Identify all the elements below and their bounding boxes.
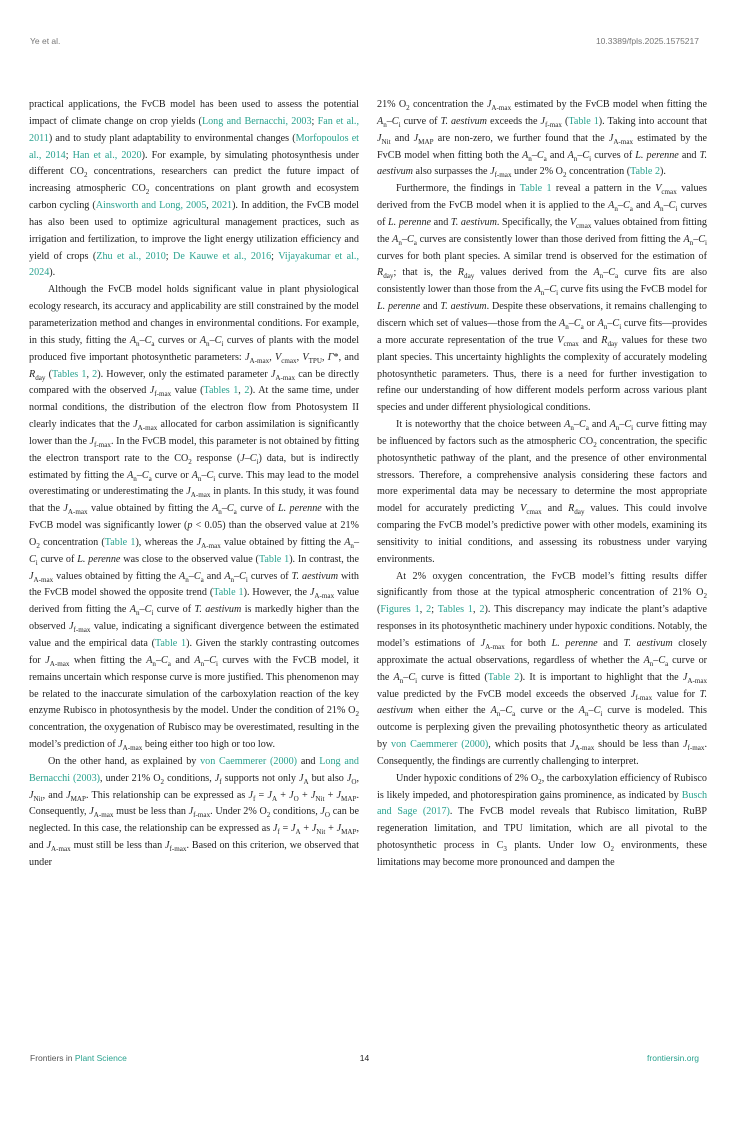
paragraph: Under hypoxic conditions of 2% $O_2$, the carboxylation efficiency of Rubisco is likely impeded, and photorespiration gains prominence, as indicated by Busch and Sage (2017). The FvCB model reveals that Rubisco limitation, RuBP regeneration limitation, and TPU limitation, which are all pivotal to the photosynthetic process in $C_3$ plants. Under low $O_2$ environments, these limitations may become more pronounced and dampen the [377, 772, 707, 868]
footer-site-link[interactable]: frontiersin.org [647, 1053, 699, 1063]
running-header-doi: 10.3389/fpls.2025.1575217 [595, 36, 699, 46]
right-column [377, 97, 707, 872]
paragraph: Although the FvCB model holds significant value in plant physiological ecology research, its accuracy and applicability are still constrained by the model parameterization method and changes in environmental conditions. For example, in this study, fitting the $A_n-C_a$ curves or $A_n-C_i$ curves of plants with the model produced five important photosynthetic parameters: $J_{A-max}$, $V_{cmax}$, $V_{TPU}$, Γ*, and $R_{day}$ (Tables 1, 2). However, only the estimated parameter $J_{A-max}$ can be directly compared with the observed $J_{f-max}$ value (Tables 1, 2). At the same time, under normal conditions, the distribution of the electron flow from Photosystem II clearly indicates that the $J_{A-max}$ allocated for carbon assimilation is significantly lower than the $J_{f-max}$. In the FvCB model, this parameter is not obtained by fitting the electron transport rate to the $CO_2$ response $(J-C_i)$ data, but is indirectly estimated by fitting the $A_n-C_a$ curve or $A_n-C_i$ curve. This may lead to the model overestimating or underestimating the $J_{A-max}$ in plants. In this study, it was found that the $J_{A-max}$ value obtained by fitting the $A_n-C_a$ curve of L. perenne with the FvCB model was significantly lower (p < 0.05) than the observed value at 21% $O_2$ concentration (Table 1), whereas the $J_{A-max}$ value obtained by fitting the $A_n-C_i$ curve of L. perenne was close to the observed value (Table 1). In contrast, the $J_{A-max}$ values obtained by fitting the $A_n-C_a$ and $A_n-C_i$ curves of T. aestivum with the FvCB model showed the opposite trend (Table 1). However, the $J_{A-max}$ value derived from fitting the $A_n-C_i$ curve of T. aestivum is markedly higher than the observed $J_{f-max}$ value, indicating a significant divergence between the estimated value and the empirical data (Table 1). Given the starkly contrasting outcomes for $J_{A-max}$ when fitting the $A_n-C_a$ and $A_n-C_i$ curves with the FvCB model, it remains uncertain which response curve is more justified. This phenomenon may be related to the inaccurate simulation of the carboxylation reaction of the key enzyme Rubisco in photosynthesis by the model. Under the condition of 21% $O_2$ concentration, the oxygenation of Rubisco may be overestimated, resulting in the model’s prediction of $J_{A-max}$ being either too high or too low. [29, 284, 360, 753]
paragraph: 21% $O_2$ concentration the $J_{A-max}$ estimated by the FvCB model when fitting the $A_n-C_i$ curve of T. aestivum exceeds the $J_{f-max}$ (Table 1). Taking into account that $J_{Nit}$ and $J_{MAP}$ are non-zero, we further found that the $J_{A-max}$ estimated by the FvCB model when fitting both the $A_n-C_a$ and $A_n-C_i$ curves of L. perenne and T. aestivum also surpasses the $J_{f-max}$ under 2% $O_2$ concentration (Table 2). [377, 99, 708, 180]
page-number: 14 [359, 1053, 370, 1063]
paragraph: Furthermore, the findings in Table 1 reveal a pattern in the $V_{cmax}$ values derived from the FvCB model when it is applied to the $A_n-C_a$ and $A_n-C_i$ curves of L. perenne and T. aestivum. Specifically, the $V_{cmax}$ values obtained from fitting the $A_n-C_a$ curves are consistently lower than those derived from fitting the $A_n-C_i$ curves for both plant species. A similar trend is observed for the estimation of $R_{day}$; that is, the $R_{day}$ values derived from the $A_n-C_a$ curve fits are also consistently lower than those from the $A_n-C_i$ curve fits using the FvCB model for L. perenne and T. aestivum. Despite these observations, it remains challenging to discern which set of values—those from the $A_n-C_a$ or $A_n-C_i$ curve fits—provides a more accurate representation of the true $V_{cmax}$ and $R_{day}$ values for these two plant species. This uncertainty highlights the complexity of accurately modeling photosynthetic parameters. Thus, there is a need for further investigation to refine our understanding of how different models perform across various plant species and under different physiological conditions. [377, 183, 708, 414]
left-column [29, 97, 359, 872]
running-header-authors: Ye et al. [30, 36, 61, 46]
footer-journal-name: Plant Science [74, 1053, 127, 1063]
paragraph: At 2% oxygen concentration, the FvCB model’s fitting results differ significantly from those at the typical atmospheric concentration of 21% $O_2$ (Figures 1, 2; Tables 1, 2). This discrepancy may indicate the plant’s adaptive responses in its photosynthetic machinery under hypoxic conditions. Notably, the model’s estimations of $J_{A-max}$ for both L. perenne and T. aestivum closely approximate the actual observations, regardless of whether the $A_n-C_a$ curve or the $A_n-C_i$ curve is fitted (Table 2). It is important to highlight that the $J_{A-max}$ value predicted by the FvCB model exceeds the observed $J_{f-max}$ value for T. aestivum when either the $A_n-C_a$ curve or the $A_n-C_i$ curve is modeled. This outcome is perplexing given the prevailing photosynthetic theory as articulated by von Caemmerer (2000), which posits that $J_{A-max}$ should be less than $J_{f-max}$. Consequently, the findings are currently challenging to interpret. [377, 570, 708, 767]
paragraph: On the other hand, as explained by von Caemmerer (2000) and Long and Bernacchi (2003), under 21% $O_2$ conditions, $J_f$ supports not only $J_A$ but also $J_O$, $J_{Nit}$, and $J_{MAP}$. This relationship can be expressed as $J_f = J_A + J_O + J_{Nit} + J_{MAP}$. Consequently, $J_{A-max}$ must be less than $J_{f-max}$. Under 2% $O_2$ conditions, $J_O$ can be neglected. In this case, the relationship can be expressed as $J_f = J_A + J_{Nit} + J_{MAP}$, and $J_{A-max}$ must still be less than $J_{f-max}$. Based on this criterion, we observed that under [29, 755, 360, 868]
paragraph: practical applications, the FvCB model has been used to assess the potential impact of climate change on crop yields (Long and Bernacchi, 2003; Fan et al., 2011) and to study plant adaptability to environmental changes (Morfopoulos et al., 2014; Han et al., 2020). For example, by simulating photosynthesis under different $CO_2$ concentrations, researchers can predict the future impact of increasing atmospheric $CO_2$ concentrations on plant growth and ecosystem carbon cycling (Ainsworth and Long, 2005, 2021). In addition, the FvCB model has also been used to optimize agricultural management practices, such as irrigation and fertilization, to improve the light energy utilization efficiency and yield of crops (Zhu et al., 2010; De Kauwe et al., 2016; Vijayakumar et al., 2024). [29, 99, 360, 279]
paragraph: It is noteworthy that the choice between $A_n-C_a$ and $A_n-C_i$ curve fitting may be influenced by factors such as the atmospheric $CO_2$ concentration, the specific photosynthetic pathway of the plant, and the presence of other environmental stressors. Therefore, a comprehensive analysis considering these factors and more experimental data may be necessary to determine the most appropriate model for accurately predicting $V_{cmax}$ and $R_{day}$ values. This could involve comparing the FvCB model’s predictive power with other models, examining its sensitivity to initial conditions, and assessing its robustness under varying environments. [377, 419, 708, 565]
footer-journal-prefix: Frontiers in [30, 1053, 73, 1063]
